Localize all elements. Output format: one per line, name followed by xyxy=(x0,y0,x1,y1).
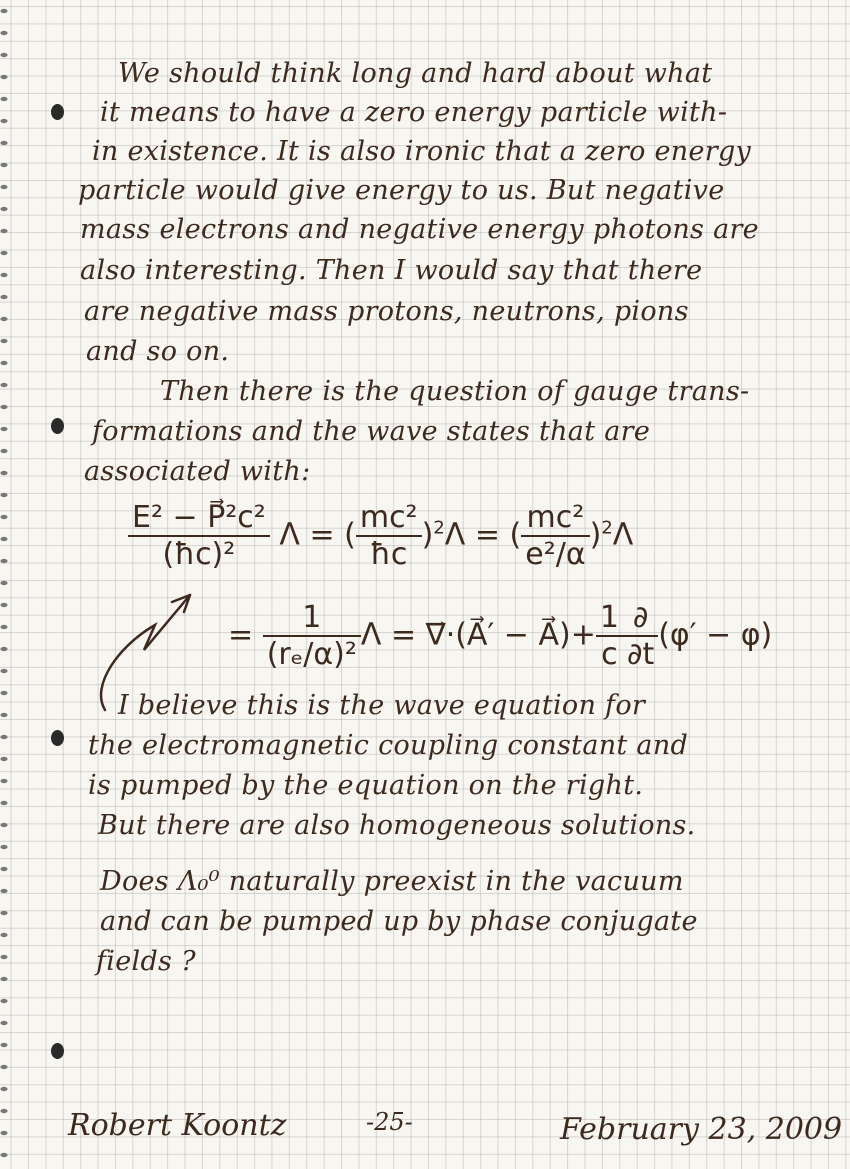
lambda-symbol: Λ xyxy=(612,517,634,553)
text-line: mass electrons and negative energy photons are xyxy=(80,214,759,245)
punch-hole-top xyxy=(51,104,64,120)
fraction-numerator: E² − P⃗²c² xyxy=(128,500,270,537)
text-line: fields ? xyxy=(96,946,196,977)
coupling-fraction xyxy=(521,500,589,572)
equals-sign: = xyxy=(474,517,500,553)
text-line: associated with: xyxy=(84,456,311,487)
fraction-denominator: (ħc)² xyxy=(162,537,236,572)
text-line: formations and the wave states that are xyxy=(92,416,651,447)
fraction-denominator: e²/α xyxy=(525,537,586,572)
text-line: the electromagnetic coupling constant and xyxy=(88,730,689,761)
fraction-denominator: ħc xyxy=(370,537,408,572)
equals-sign: = xyxy=(228,617,254,653)
text-line: it means to have a zero energy particle with- xyxy=(100,97,728,128)
radius-fraction xyxy=(263,600,361,672)
time-derivative-fraction xyxy=(623,600,658,672)
fraction-numerator: 1 xyxy=(263,600,361,637)
equals-sign: = xyxy=(309,517,335,553)
fraction-numerator: mc² xyxy=(356,500,422,537)
text-line: is pumped by the equation on the right. xyxy=(88,770,644,801)
fraction-numerator: ∂ xyxy=(623,600,658,637)
fraction-denominator: (rₑ/α)² xyxy=(266,637,357,672)
divergence-term: ∇⃗·(A⃗′ − A⃗) xyxy=(425,617,571,653)
page-number: -25- xyxy=(366,1108,413,1136)
lambda-symbol: Λ xyxy=(279,517,300,553)
text-line: are negative mass protons, neutrons, pions xyxy=(84,296,689,327)
fraction-numerator: 1 xyxy=(596,600,623,637)
exponent: 2 xyxy=(433,517,445,539)
text-line: I believe this is the wave equation for xyxy=(118,690,646,721)
exponent: 2 xyxy=(601,517,613,539)
fraction-numerator: mc² xyxy=(521,500,589,537)
fraction-denominator: ∂t xyxy=(626,637,655,672)
text-line: Then there is the question of gauge trans- xyxy=(160,376,750,407)
text-line: also interesting. Then I would say that there xyxy=(80,255,703,286)
plus-sign: + xyxy=(570,617,596,653)
punch-hole-bottom xyxy=(51,1043,64,1059)
punch-hole-lower-middle xyxy=(51,730,64,746)
inverse-c-fraction xyxy=(596,600,623,672)
text-line: particle would give energy to us. But negative xyxy=(78,175,725,206)
equation-2 xyxy=(228,600,772,672)
equals-sign: = xyxy=(390,617,417,653)
text-line: We should think long and hard about what xyxy=(118,58,713,89)
equation-1: $\frac{\text{E² − P⃗²c²}}{\text{(ħc)²}}$ Λ = ( $\frac{\text{mc²}}{ħc}$ )$^2$Λ = ( $\frac{\text{mc²}}{\text{e²/α}}$ )$^2$Λ xyxy=(128,500,633,572)
scalar-potential-term: (φ′ − φ) xyxy=(658,617,773,653)
lambda-symbol: Λ xyxy=(360,617,382,653)
date: February 23, 2009 xyxy=(560,1112,843,1147)
text-line: and so on. xyxy=(86,336,230,367)
mass-fraction xyxy=(356,500,422,572)
text-line: But there are also homogeneous solutions. xyxy=(98,810,696,841)
author-signature: Robert Koontz xyxy=(68,1108,287,1143)
fraction-denominator: c xyxy=(601,637,618,672)
lambda-symbol: Λ xyxy=(444,517,466,553)
spiral-binding xyxy=(0,0,22,1169)
text-line: Does Λ₀⁰ naturally preexist in the vacuum xyxy=(100,866,684,897)
text-line: and can be pumped up by phase conjugate xyxy=(100,906,698,937)
energy-momentum-fraction xyxy=(128,500,270,572)
text-line: in existence. It is also ironic that a zero energy xyxy=(92,136,752,167)
punch-hole-upper-middle xyxy=(51,418,64,434)
